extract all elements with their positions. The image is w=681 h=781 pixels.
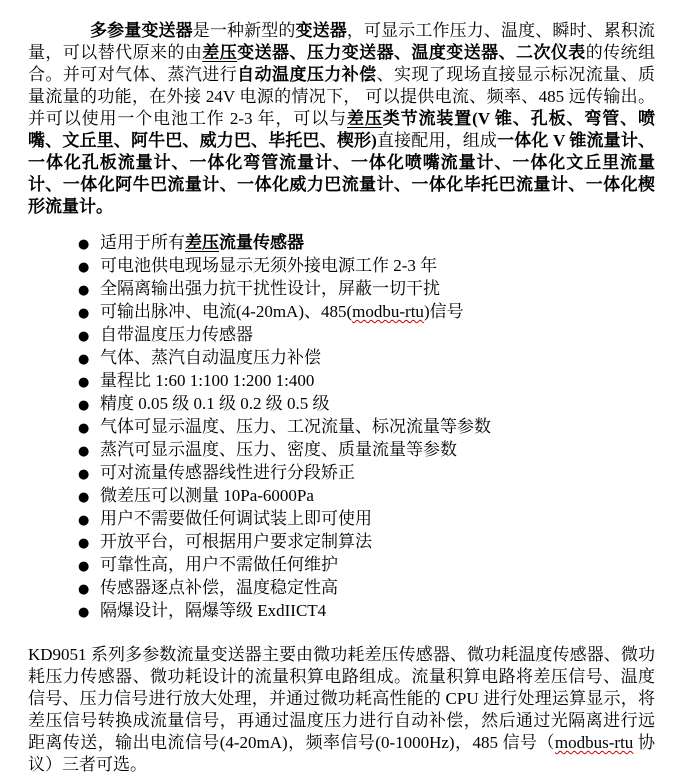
feature-item-text: [100, 554, 338, 575]
text-segment: ，可显示工作压力、温度、瞬时、累积流量，可以替代原来的由: [28, 21, 655, 62]
feature-item-text: [100, 462, 355, 483]
text-segment: 精度 0.05 级 0.1 级 0.2 级 0.5 级: [100, 394, 330, 413]
text-segment: 气体可显示温度、压力、工况流量、标况流量等参数: [100, 417, 491, 436]
feature-item-text: [100, 370, 314, 391]
feature-item: [28, 462, 655, 485]
text-segment: 多参量变送器: [90, 21, 193, 40]
text-segment: 可输出脉冲、电流(4-20mA)、485(: [100, 302, 353, 321]
text-segment: 气体、蒸汽自动温度压力补偿: [100, 348, 321, 367]
text-segment: 是一种新型的: [192, 21, 296, 40]
text-segment: 、实现了现场直接显示标况流量、质量流量的功能，在外接 24V 电源的情况下， 可以提供电流、频率、485 远传输出。并可以使用一个电池工作 2-3 年，可以与: [28, 65, 656, 128]
text-segment: 适用于所有: [100, 233, 185, 252]
feature-item: [28, 485, 655, 508]
bullet-icon: ●: [78, 237, 90, 252]
bullet-icon: ●: [78, 306, 90, 321]
text-segment: 量程比 1:60 1:100 1:200 1:400: [100, 371, 315, 390]
feature-item: [28, 554, 655, 577]
feature-list: [28, 232, 655, 623]
bullet-icon: ●: [78, 536, 90, 551]
text-segment: )信号: [423, 302, 464, 321]
feature-item-text: [100, 324, 253, 345]
feature-item-text: [100, 577, 338, 598]
bullet-icon: ●: [78, 605, 90, 620]
bullet-icon: ●: [78, 329, 90, 344]
bullet-icon: ●: [78, 513, 90, 528]
feature-item-text: [100, 255, 437, 276]
feature-item: [28, 301, 655, 324]
text-segment: 可对流量传感器线性进行分段矫正: [100, 463, 355, 482]
text-segment: 自带温度压力传感器: [100, 325, 253, 344]
bullet-icon: ●: [78, 260, 90, 275]
feature-item-text: [100, 347, 321, 368]
bullet-icon: ●: [78, 398, 90, 413]
text-segment: 变送器、压力变送器、温度变送器、二次仪表: [237, 43, 586, 62]
text-segment: 自动温度压力补偿: [237, 65, 377, 84]
bullet-icon: ●: [78, 582, 90, 597]
text-segment: 一体化 V 锥流量计、一体化孔板流量计、一体化弯管流量计、一体化喷嘴流量计、一体化文丘里流量计、一体化阿牛巴流量计、一体化威力巴流量计、一体化毕托巴流量计、一体化楔形流量计。: [28, 131, 655, 216]
text-segment: 微差压可以测量 10Pa-6000Pa: [100, 486, 314, 505]
feature-item: [28, 393, 655, 416]
feature-item-text: [100, 278, 440, 299]
feature-item-text: [100, 393, 330, 414]
spellcheck-flagged-text: modbus-rtu: [554, 733, 634, 752]
text-segment: 变送器: [295, 21, 347, 40]
text-segment: 可靠性高，用户不需做任何维护: [100, 555, 338, 574]
text-segment: KD9051 系列多参数流量变送器主要由微功耗差压传感器、微功耗温度传感器、微功耗压力传感器、微功耗设计的流量积算电路组成。流量积算电路将差压信号、温度信号、压力信号进行放大处理，并通过微功耗高性能的 CPU 进行处理运算显示，将差压信号转换成流量信号，再通过温度压力进行自动补偿，然后通过光隔离进行远距离传送，输出电流信号(4-20mA)，频率信号(0-1000Hz)，485 信号（: [28, 645, 655, 752]
feature-item-text: [100, 232, 304, 253]
spellcheck-flagged-text: modbu-rtu: [352, 302, 424, 321]
text-segment: 开放平台，可根据用户要求定制算法: [100, 532, 372, 551]
feature-item-text: [100, 301, 464, 322]
feature-item-text: [100, 485, 314, 506]
bullet-icon: ●: [78, 375, 90, 390]
text-segment: 隔爆设计，隔爆等级 ExdIICT4: [100, 601, 327, 620]
feature-item: [28, 600, 655, 623]
intro-paragraph: [28, 20, 655, 218]
feature-item-text: [100, 416, 491, 437]
feature-item-text: [100, 439, 457, 460]
text-segment: 蒸汽可显示温度、压力、密度、质量流量等参数: [100, 440, 457, 459]
feature-item: [28, 255, 655, 278]
bullet-icon: ●: [78, 444, 90, 459]
bullet-icon: ●: [78, 283, 90, 298]
feature-item-text: [100, 600, 326, 621]
feature-item-text: [100, 531, 372, 552]
text-segment: 用户不需要做任何调试装上即可使用: [100, 509, 372, 528]
feature-item: [28, 439, 655, 462]
feature-item: [28, 370, 655, 393]
underlined-keyword: 差压: [347, 109, 383, 128]
text-segment: 全隔离输出强力抗干扰性设计，屏蔽一切干扰: [100, 279, 440, 298]
text-segment: 可电池供电现场显示无须外接电源工作 2-3 年: [100, 256, 438, 275]
feature-item: [28, 577, 655, 600]
feature-item: [28, 347, 655, 370]
text-segment: 传感器逐点补偿，温度稳定性高: [100, 578, 338, 597]
text-segment: 流量传感器: [219, 233, 304, 252]
bullet-icon: ●: [78, 352, 90, 367]
bullet-icon: ●: [78, 467, 90, 482]
feature-item-text: [100, 508, 372, 529]
underlined-keyword: 差压: [202, 43, 238, 62]
description-paragraph: [28, 644, 655, 776]
feature-item: [28, 416, 655, 439]
feature-item: [28, 278, 655, 301]
bullet-icon: ●: [78, 559, 90, 574]
bullet-icon: ●: [78, 421, 90, 436]
feature-item: [28, 324, 655, 347]
text-segment: 的传统组合。并可对气体、蒸汽进行: [28, 43, 656, 84]
text-segment: 类节流装置(V 锥、孔板、弯管、喷嘴、文丘里、阿牛巴、威力巴、毕托巴、楔形): [28, 109, 655, 150]
feature-item: [28, 531, 655, 554]
text-segment: 协议）三者可选。: [28, 733, 655, 774]
text-segment: 直接配用，组成: [376, 131, 498, 150]
feature-item: [28, 508, 655, 531]
underlined-keyword: 差压: [185, 233, 219, 252]
bullet-icon: ●: [78, 490, 90, 505]
feature-item: [28, 232, 655, 255]
